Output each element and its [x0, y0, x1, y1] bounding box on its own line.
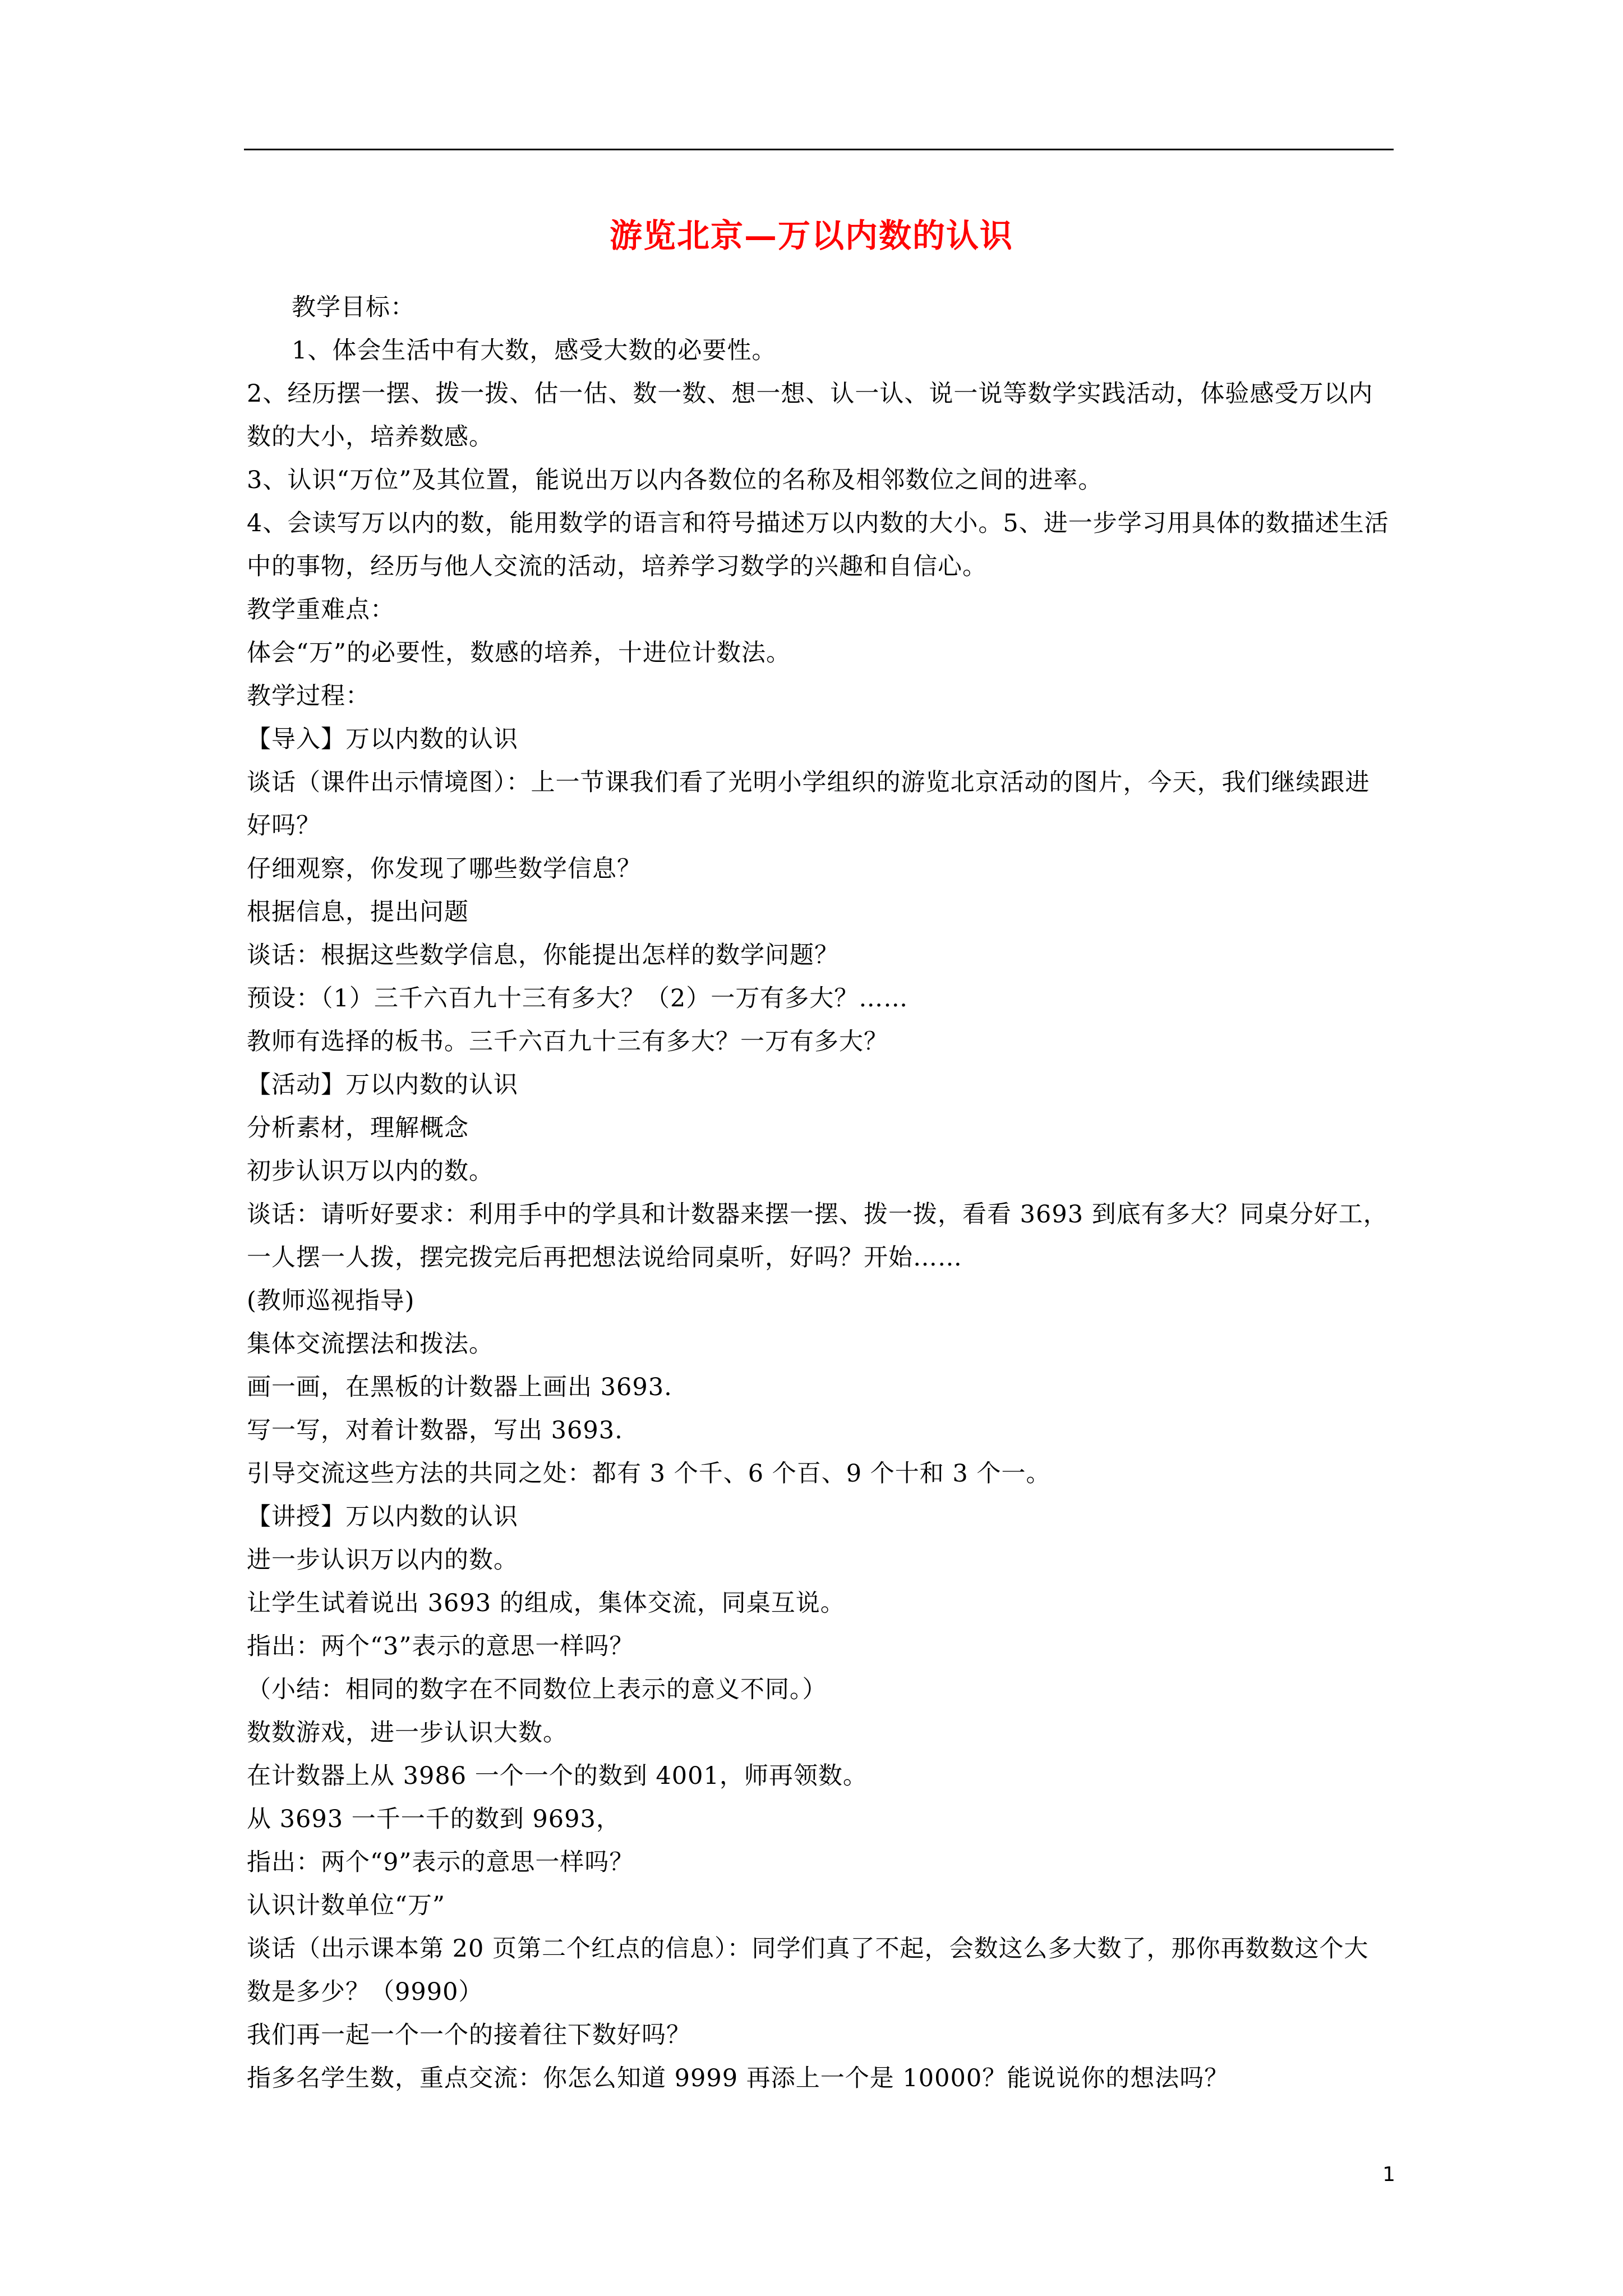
paragraph: 根据信息，提出问题: [247, 898, 469, 926]
paragraph: 从 3693 一千一千的数到 9693，: [247, 1805, 621, 1833]
section-heading: 【导入】万以内数的认识: [247, 725, 518, 753]
paragraph: 数数游戏，进一步认识大数。: [247, 1719, 568, 1747]
paragraph: 认识计数单位“万”: [247, 1892, 445, 1920]
paragraph: 谈话（课件出示情境图）：上一节课我们看了光明小学组织的游览北京活动的图片，今天，我们继续跟进好吗？: [247, 769, 1370, 840]
paragraph: 指多名学生数，重点交流：你怎么知道 9999 再添上一个是 10000？能说说你的想法吗？: [247, 2064, 1229, 2092]
paragraph: 教学目标：: [292, 293, 415, 321]
paragraph: （小结：相同的数字在不同数位上表示的意义不同。）: [247, 1676, 827, 1704]
paragraph: 谈话（出示课本第 20 页第二个红点的信息）：同学们真了不起，会数这么多大数了，那你再数数这个大数是多少？（9990）: [247, 1935, 1369, 2006]
paragraph: 谈话：根据这些数学信息，你能提出怎样的数学问题？: [247, 941, 839, 969]
paragraph: 预设：（1）三千六百九十三有多大？（2）一万有多大？……: [247, 984, 909, 1013]
page-number: 1: [1382, 2163, 1395, 2186]
paragraph: 分析素材，理解概念: [247, 1114, 469, 1142]
document-title: 游览北京—万以内数的认识: [609, 217, 1013, 255]
paragraph: 4、会读写万以内的数，能用数学的语言和符号描述万以内数的大小。5、进一步学习用具体的数描述生活中的事物，经历与他人交流的活动，培养学习数学的兴趣和自信心。: [247, 509, 1389, 581]
paragraph: (教师巡视指导): [247, 1287, 415, 1315]
document-body: [247, 286, 1391, 2100]
header-rule: [244, 149, 1394, 150]
paragraph: 集体交流摆法和拨法。: [247, 1330, 494, 1358]
paragraph: 体会“万”的必要性，数感的培养，十进位计数法。: [247, 639, 791, 667]
paragraph: 教师有选择的板书。三千六百九十三有多大？一万有多大？: [247, 1028, 888, 1056]
paragraph: 教学过程：: [247, 682, 370, 710]
paragraph: 让学生试着说出 3693 的组成，集体交流，同桌互说。: [247, 1589, 845, 1617]
paragraph: 3、认识“万位”及其位置，能说出万以内各数位的名称及相邻数位之间的进率。: [247, 466, 1103, 494]
paragraph: 1、体会生活中有大数，感受大数的必要性。: [292, 337, 777, 365]
paragraph: 我们再一起一个一个的接着往下数好吗？: [247, 2021, 691, 2049]
paragraph: 2、经历摆一摆、拨一拨、估一估、数一数、想一想、认一认、说一说等数学实践活动，体验感受万以内数的大小，培养数感。: [247, 380, 1373, 451]
paragraph: 在计数器上从 3986 一个一个的数到 4001，师再领数。: [247, 1762, 868, 1790]
paragraph: 进一步认识万以内的数。: [247, 1546, 518, 1574]
paragraph: 指出：两个“3”表示的意思一样吗？: [247, 1632, 634, 1660]
paragraph: 引导交流这些方法的共同之处：都有 3 个千、6 个百、9 个十和 3 个一。: [247, 1460, 1051, 1488]
paragraph: 教学重难点：: [247, 596, 395, 624]
paragraph: 指出：两个“9”表示的意思一样吗？: [247, 1848, 634, 1876]
paragraph: 写一写，对着计数器，写出 3693.: [247, 1416, 623, 1444]
paragraph: 画一画，在黑板的计数器上画出 3693.: [247, 1373, 672, 1401]
paragraph: 仔细观察，你发现了哪些数学信息？: [247, 855, 642, 883]
paragraph: 初步认识万以内的数。: [247, 1157, 494, 1185]
section-heading: 【活动】万以内数的认识: [247, 1071, 518, 1099]
section-heading: 【讲授】万以内数的认识: [247, 1503, 518, 1531]
paragraph: 谈话：请听好要求：利用手中的学具和计数器来摆一摆、拨一拨，看看 3693 到底有多大？同桌分好工，一人摆一人拨，摆完拨完后再把想法说给同桌听，好吗？开始……: [247, 1200, 1388, 1272]
